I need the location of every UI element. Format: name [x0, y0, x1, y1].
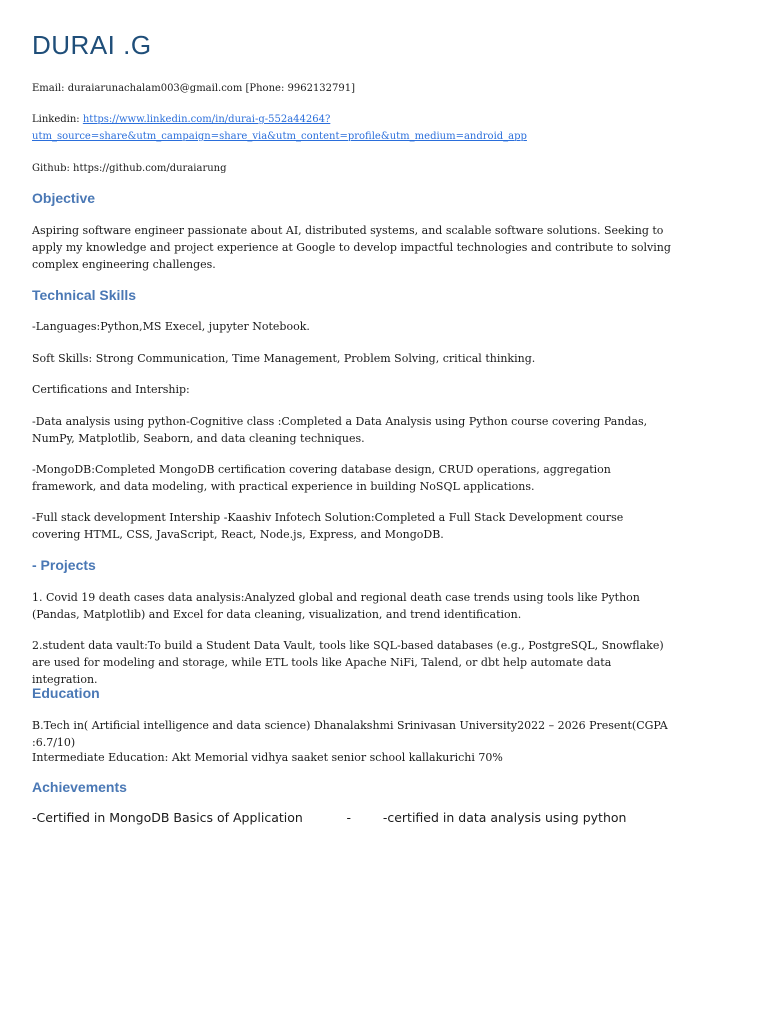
certification-item: -Data analysis using python-Cognitive class :Completed a Data Analysis using Python course covering Pandas, NumPy, Matplotlib, Seaborn, and data cleaning techniques. [32, 415, 648, 445]
contact-line: Email: duraiarunachalam003@gmail.com [Phone: 9962132791] [32, 83, 356, 94]
skills-heading: Technical Skills [32, 287, 137, 303]
education-heading: Education [32, 685, 100, 701]
project-item: 1. Covid 19 death cases data analysis:Analyzed global and regional death case trends using tools like Python (Pandas, Matplotlib) and Excel for data cleaning, visualization, and trend identification. [32, 591, 640, 621]
linkedin-link-part2[interactable]: utm_source=share&utm_campaign=share_via&utm_content=profile&utm_medium=android_app [32, 131, 527, 142]
project-item: 2.student data vault:To build a Student Data Vault, tools like SQL-based databases (e.g., PostgreSQL, Snowflake) are used for modeling and storage, while ETL tools like Apache NiFi, Talend, or dbt help automate data integration. [32, 639, 664, 686]
certification-item: -Full stack development Intership -Kaashiv Infotech Solution:Completed a Full Stack Development course covering HTML, CSS, JavaScript, React, Node.js, Express, and MongoDB. [32, 511, 624, 541]
linkedin-block [32, 111, 672, 145]
education-btech: B.Tech in( Artificial intelligence and data science) Dhanalakshmi Srinivasan University2022 – 2026 Present(CGPA :6.7/10) [32, 719, 668, 749]
github-line: Github: https://github.com/duraiarung [32, 163, 227, 174]
skills-languages: -Languages:Python,MS Execel, jupyter Notebook. [32, 320, 310, 333]
linkedin-link-part1[interactable]: https://www.linkedin.com/in/durai-g-552a44264? [82, 114, 331, 125]
objective-heading: Objective [32, 190, 96, 206]
objective-text: Aspiring software engineer passionate about AI, distributed systems, and scalable software solutions. Seeking to apply my knowledge and project experience at Google to develop impactful technologies and contribute to solving complex engineering challenges. [32, 224, 671, 271]
certification-item: -MongoDB:Completed MongoDB certification covering database design, CRUD operations, aggregation framework, and data modeling, with practical experience in building NoSQL applications. [32, 463, 611, 493]
achievements-line: -Certified in MongoDB Basics of Application - -certified in data analysis using python [32, 810, 627, 825]
skills-soft: Soft Skills: Strong Communication, Time Management, Problem Solving, critical thinking. [32, 352, 536, 365]
certifications-heading: Certifications and Intership: [32, 383, 190, 396]
linkedin-label: Linkedin: [32, 114, 83, 125]
achievements-heading: Achievements [32, 779, 127, 795]
education-intermediate: Intermediate Education: Akt Memorial vidhya saaket senior school kallakurichi 70% [32, 751, 503, 764]
projects-heading: - Projects [32, 557, 96, 573]
candidate-name: DURAI .G [32, 30, 152, 60]
